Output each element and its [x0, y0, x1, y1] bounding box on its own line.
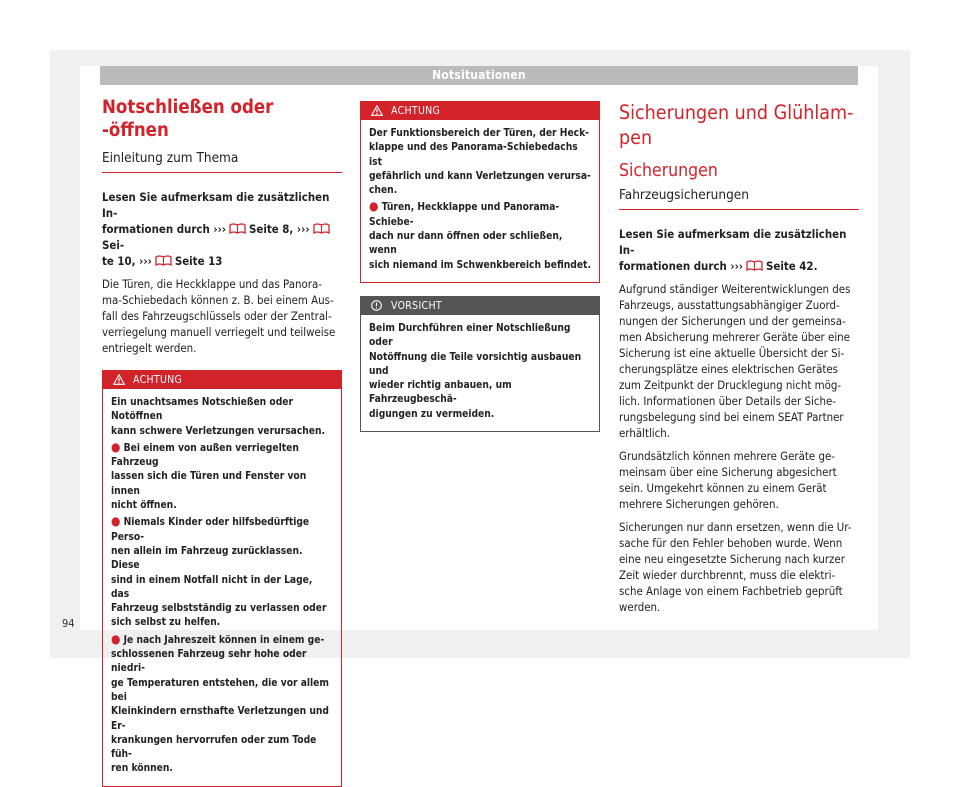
text-line: Aufgrund ständiger Weiterentwicklungen des [619, 282, 851, 296]
text-line: zum Zeitpunkt der Drucklegung nicht mög- [619, 378, 842, 392]
intro-paragraph: Lesen Sie aufmerksam die zusätzlichen In- formationen durch ››› Seite 42. [619, 227, 847, 273]
text-line: rungsbelegung sind bei einem SEAT Partner [619, 410, 844, 424]
text-line: kann schwere Verletzungen verursachen. [111, 425, 326, 437]
page-ref-link[interactable]: Seite 8, [249, 222, 294, 236]
bullet-icon: ● [111, 439, 121, 454]
intro-line: formationen durch [102, 222, 210, 236]
text-line: ma-Schiebedach können z. B. bei einem Aus- [102, 293, 334, 307]
text-line: Türen, Heckklappe und Panorama-Schiebe- [369, 202, 560, 228]
body-paragraph [619, 448, 859, 512]
heading-line: Sicherungen und Glühlam- [619, 101, 854, 124]
text-line: Sicherung ist eine aktuelle Übersicht der Si- [619, 346, 845, 360]
text-line: sache für den Fehler behoben wurde. Wenn [619, 536, 843, 550]
text-line: nen allein im Fahrzeug zurücklassen. Diese [111, 545, 303, 572]
warning-bullet [111, 440, 333, 513]
intro-line: formationen durch [619, 259, 727, 273]
text-line: nicht öffnen. [111, 500, 177, 512]
text-line: sind in einem Notfall nicht in der Lage, das [111, 574, 313, 600]
intro-paragraph [102, 189, 342, 269]
intro-line: Lesen Sie aufmerksam die zusätzlichen In- [619, 227, 847, 257]
book-icon [313, 223, 330, 234]
text-line: digungen zu vermeiden. [369, 408, 495, 420]
text-line: erhältlich. [619, 426, 671, 440]
page-heading: Notschließen oder -öffnen [102, 97, 274, 141]
text-line: sich niemand im Schwenkbereich befindet. [369, 259, 591, 271]
column-left [102, 96, 342, 787]
text-line: nungen der Sicherungen und der gemeinsa- [619, 314, 846, 328]
text-line: mehrere Sicherungen gehören. [619, 497, 779, 511]
text-line: chen. [369, 185, 398, 197]
section-heading [619, 100, 859, 150]
text-line: Je nach Jahreszeit können in einem ge- [123, 634, 325, 646]
text-line: Zeit wieder durchbrennt, muss die elektri- [619, 568, 836, 582]
caution-circle-icon [371, 300, 382, 311]
heading-line: pen [619, 126, 653, 149]
warning-box [102, 370, 342, 787]
text-line: Beim Durchführen einer Notschließung oder [369, 322, 571, 349]
section-header: Notsituationen [100, 66, 858, 85]
subheading: Fahrzeugsicherungen [619, 186, 859, 210]
text-line: sich selbst zu helfen. [111, 617, 221, 629]
text-line: Grundsätzlich können mehrere Geräte ge- [619, 449, 835, 463]
warning-bullet [111, 514, 333, 630]
body-paragraph [619, 519, 859, 615]
warning-triangle-icon [113, 374, 125, 385]
text-line: Niemals Kinder oder hilfsbedürftige Perso- [111, 517, 310, 543]
text-line: Fahrzeug selbstständig zu verlassen oder [111, 603, 327, 615]
warning-label: ACHTUNG [391, 105, 441, 117]
warning-body [361, 120, 599, 282]
bullet-icon: ● [111, 631, 121, 646]
ref-arrow-icon: ››› [730, 259, 744, 273]
body-paragraph [619, 281, 859, 441]
text-line: fall des Fahrzeugschlüssels oder der Zentral- [102, 309, 332, 323]
page-ref-link[interactable]: Seite 42 [766, 259, 814, 273]
bullet-icon: ● [369, 199, 379, 214]
text-line: Der Funktionsbereich der Türen, der Heck- [369, 128, 589, 139]
ref-arrow-icon: ››› [213, 222, 227, 236]
warning-label: ACHTUNG [133, 374, 183, 386]
section-subheading: Sicherungen [619, 161, 718, 181]
text-line: entriegelt werden. [102, 341, 197, 355]
text-line: Die Türen, die Heckklappe und das Panora- [102, 277, 322, 291]
book-icon [155, 255, 172, 266]
caution-box [360, 296, 600, 432]
warning-body [103, 389, 341, 786]
text-line: Sicherungen nur dann ersetzen, wenn die Ur- [619, 520, 852, 534]
ref-arrow-icon: ››› [296, 222, 310, 236]
book-icon [229, 223, 246, 234]
warning-triangle-icon [371, 105, 383, 116]
caution-header [361, 297, 599, 315]
body-paragraph [102, 276, 342, 356]
caution-text [369, 322, 591, 422]
text-line: klappe und des Panorama-Schiebedachs ist [369, 142, 578, 168]
intro-line: Lesen Sie aufmerksam die zusätzlichen In- [102, 190, 330, 220]
subheading: Einleitung zum Thema [102, 149, 342, 173]
bullet-icon: ● [111, 514, 121, 529]
text-line: krankungen hervorrufen oder zum Tode füh- [111, 734, 317, 761]
column-right [619, 100, 859, 622]
page-ref-link[interactable]: Sei- [102, 238, 125, 252]
warning-header [103, 371, 341, 389]
page-number: 94 [62, 617, 75, 630]
text-line: Kleinkindern ernsthafte Verletzungen und Er- [111, 706, 329, 732]
warning-bullet [111, 632, 333, 777]
caution-body [361, 315, 599, 431]
book-icon [746, 260, 763, 271]
text-line: dach nur dann öffnen oder schließen, wenn [369, 231, 563, 257]
warning-intro [111, 396, 333, 439]
warning-bullet [369, 199, 591, 272]
ref-arrow-icon: ››› [139, 254, 152, 268]
warning-intro [369, 127, 591, 198]
text-line: meinsam über eine Sicherung abgesichert [619, 465, 837, 479]
text-line: eine neu eingesetzte Sicherung nach kurzer [619, 552, 845, 566]
text-line: ren können. [111, 763, 173, 775]
text-line: lich. Informationen über Details der Siche- [619, 394, 837, 408]
text-line: men Absicherung mehrerer Geräte über eine [619, 330, 850, 344]
text-line: Ein unachtsames Notschießen oder Notöffnen [111, 397, 293, 423]
text-line: cherungsplätze eines elektrischen Gerätes [619, 362, 839, 376]
page-ref-link[interactable]: Seite 13 [174, 254, 223, 268]
text-line: gefährlich und kann Verletzungen verursa- [369, 170, 591, 182]
text-line: verriegelung manuell verriegelt und teilweise [102, 325, 336, 339]
warning-box [360, 101, 600, 283]
text-line: Fahrzeugs, ausstattungsabhängiger Zuord- [619, 298, 840, 312]
column-middle [360, 101, 600, 432]
text-line: schlossenen Fahrzeug sehr hohe oder niedri- [111, 649, 307, 675]
text-line: sein. Umgekehrt können zu einem Gerät [619, 481, 827, 495]
text-line: Notöffnung die Teile vorsichtig ausbauen und [369, 351, 582, 377]
text-line: sche Anlage von einem Fachbetrieb geprüft [619, 584, 843, 598]
text-line: werden. [619, 600, 661, 614]
text-line: wieder richtig anbauen, um Fahrzeugbeschä- [369, 380, 512, 406]
caution-label: VORSICHT [391, 299, 442, 312]
text-line: ge Temperaturen entstehen, die vor allem bei [111, 677, 329, 703]
text-line: Bei einem von außen verriegelten Fahrzeug [111, 442, 299, 469]
text-line: lassen sich die Türen und Fenster von innen [111, 471, 307, 497]
warning-header [361, 102, 599, 120]
page-ref-link[interactable]: te 10, [102, 254, 136, 268]
